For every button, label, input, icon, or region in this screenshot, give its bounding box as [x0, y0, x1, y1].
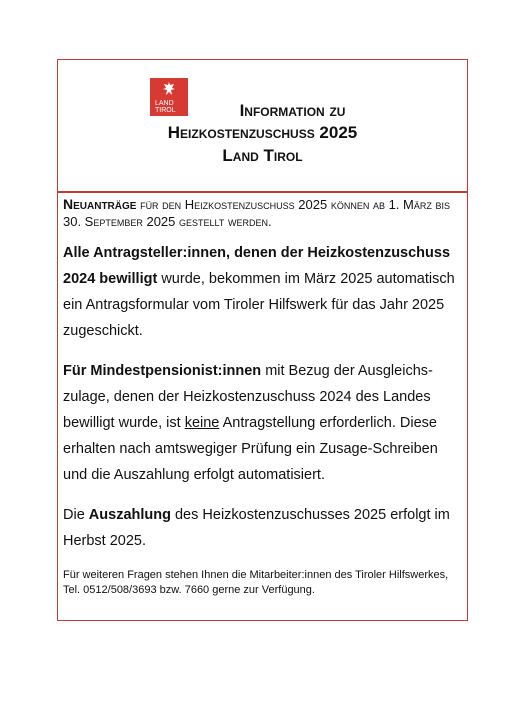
title-line-3: Land Tirol	[222, 146, 303, 165]
title-line-1: Information zu	[239, 101, 346, 120]
para2-text1: mit Bezug der Ausgleichs-zulage, denen der Heizkostenzuschuss 2024 des Landes bewilligt wurde, ist	[63, 363, 433, 431]
logo-text-tirol: TIROL	[155, 107, 176, 114]
document-body	[63, 196, 462, 598]
para1-rest: wurde, bekommen im März 2025 automatisch ein Antragsformular vom Tiroler Hilfswerk für das Jahr 2025 zugeschickt.	[63, 271, 455, 339]
para2-underlined: keine	[184, 415, 220, 431]
paragraph-existing-applicants	[63, 240, 462, 344]
footer-contact: Für weiteren Fragen stehen Ihnen die Mitarbeiter:innen des Tiroler Hilfswerkes, Tel. 0512/508/3693 bzw. 7660 gerne zur Verfügung.	[63, 569, 449, 596]
document-frame	[57, 59, 468, 621]
para3-text1: Die	[63, 507, 89, 523]
intro-rest: für den Heizkostenzuschuss 2025 können ab 1. März bis 30. September 2025 gestellt werden.	[63, 197, 450, 229]
para3-text2: des Heizkostenzuschusses 2025 erfolgt im Herbst 2025.	[63, 507, 450, 549]
paragraph-minimum-pensioners	[63, 358, 462, 488]
para2-text2: Antragstellung erforderlich. Diese erhalten nach amtswegiger Prüfung ein Zusage-Schreiben und die Auszahlung erfolgt automatisiert.	[63, 415, 438, 483]
header	[58, 60, 467, 193]
paragraph-payout	[63, 502, 462, 554]
intro-bold: Neuanträge	[63, 196, 137, 212]
title-line-2: Heizkostenzuschuss 2025	[167, 123, 358, 142]
intro-text	[63, 196, 462, 230]
para1-bold: Alle Antragsteller:innen, denen der Heizkostenzuschuss 2024 bewilligt	[63, 245, 451, 287]
para3-bold: Auszahlung	[88, 507, 171, 523]
eagle-icon	[163, 82, 175, 96]
para2-bold: Für Mindestpensionist:innen	[63, 363, 262, 379]
logo-text-land: LAND	[155, 100, 174, 107]
